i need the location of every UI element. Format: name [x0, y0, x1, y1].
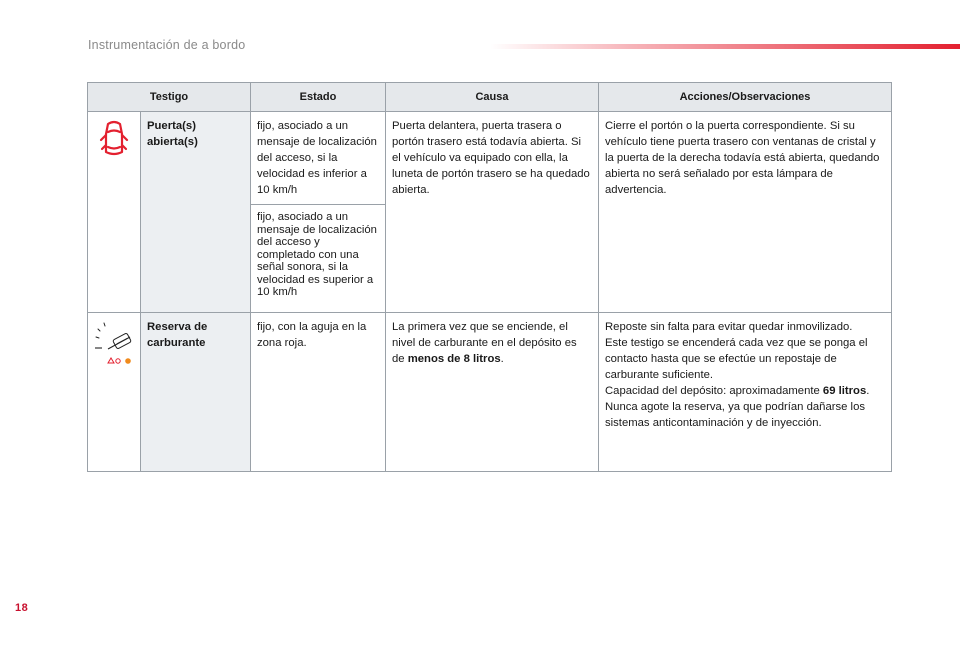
- action-line: Este testigo se encenderá cada vez que se ponga el contacto hasta que se efectúe un repostaje de carburante suficiente.: [605, 337, 868, 381]
- icon-cell: [88, 112, 141, 313]
- table-row-puertas: [88, 112, 892, 205]
- column-header-estado: Estado: [251, 83, 386, 112]
- column-header-acciones: Acciones/Observaciones: [599, 83, 892, 112]
- table-row-reserva: [88, 313, 892, 472]
- cause-text: Puerta delantera, puerta trasera o portón trasero está todavía abierta. Si el vehículo va equipado con ella, la luneta de portón trasero se ha quedado abierta.: [386, 112, 599, 313]
- column-header-causa: Causa: [386, 83, 599, 112]
- header-accent-line: [490, 44, 960, 49]
- action-text-end: .: [866, 385, 870, 397]
- state-text: fijo, con la aguja en la zona roja.: [251, 313, 386, 472]
- section-title: Instrumentación de a bordo: [88, 38, 246, 52]
- action-text-part: Capacidad del depósito: aproximadamente: [605, 385, 823, 397]
- warning-name: Puerta(s) abierta(s): [141, 112, 251, 313]
- warning-lights-table: [87, 82, 892, 472]
- action-text: [599, 313, 892, 472]
- cause-text-part: La primera vez que se enciende, el nivel de carburante en el depósito es de: [392, 321, 577, 365]
- action-line: Reposte sin falta para evitar quedar inmovilizado.: [605, 321, 853, 333]
- fuel-gauge-icon: [94, 319, 134, 369]
- cause-text: [386, 313, 599, 472]
- page-number: 18: [15, 602, 29, 614]
- fuel-threshold: menos de 8 litros: [407, 353, 501, 365]
- warning-name: Reserva de carburante: [141, 313, 251, 472]
- state-text: fijo, asociado a un mensaje de localización del acceso y completado con una señal sonora, si la velocidad es superior a 10 km/h: [251, 205, 386, 313]
- column-header-testigo: Testigo: [88, 83, 251, 112]
- icon-cell: [88, 313, 141, 472]
- action-line: [605, 383, 885, 399]
- cause-text-end: .: [500, 353, 504, 365]
- tank-capacity: 69 litros: [822, 385, 867, 397]
- action-line: Nunca agote la reserva, ya que podrían dañarse los sistemas anticontaminación y de inyección.: [605, 401, 865, 429]
- action-text: Cierre el portón o la puerta correspondiente. Si su vehículo tiene puerta trasero con ventanas de cristal y la puerta de la derecha todavía está abierta, quedando abierta no será señalado por esta lámpara de advertencia.: [599, 112, 892, 313]
- door-open-icon: [99, 118, 129, 162]
- table-header-row: [88, 83, 892, 112]
- state-text: fijo, asociado a un mensaje de localización del acceso, si la velocidad es inferior a 10 km/h: [251, 112, 386, 205]
